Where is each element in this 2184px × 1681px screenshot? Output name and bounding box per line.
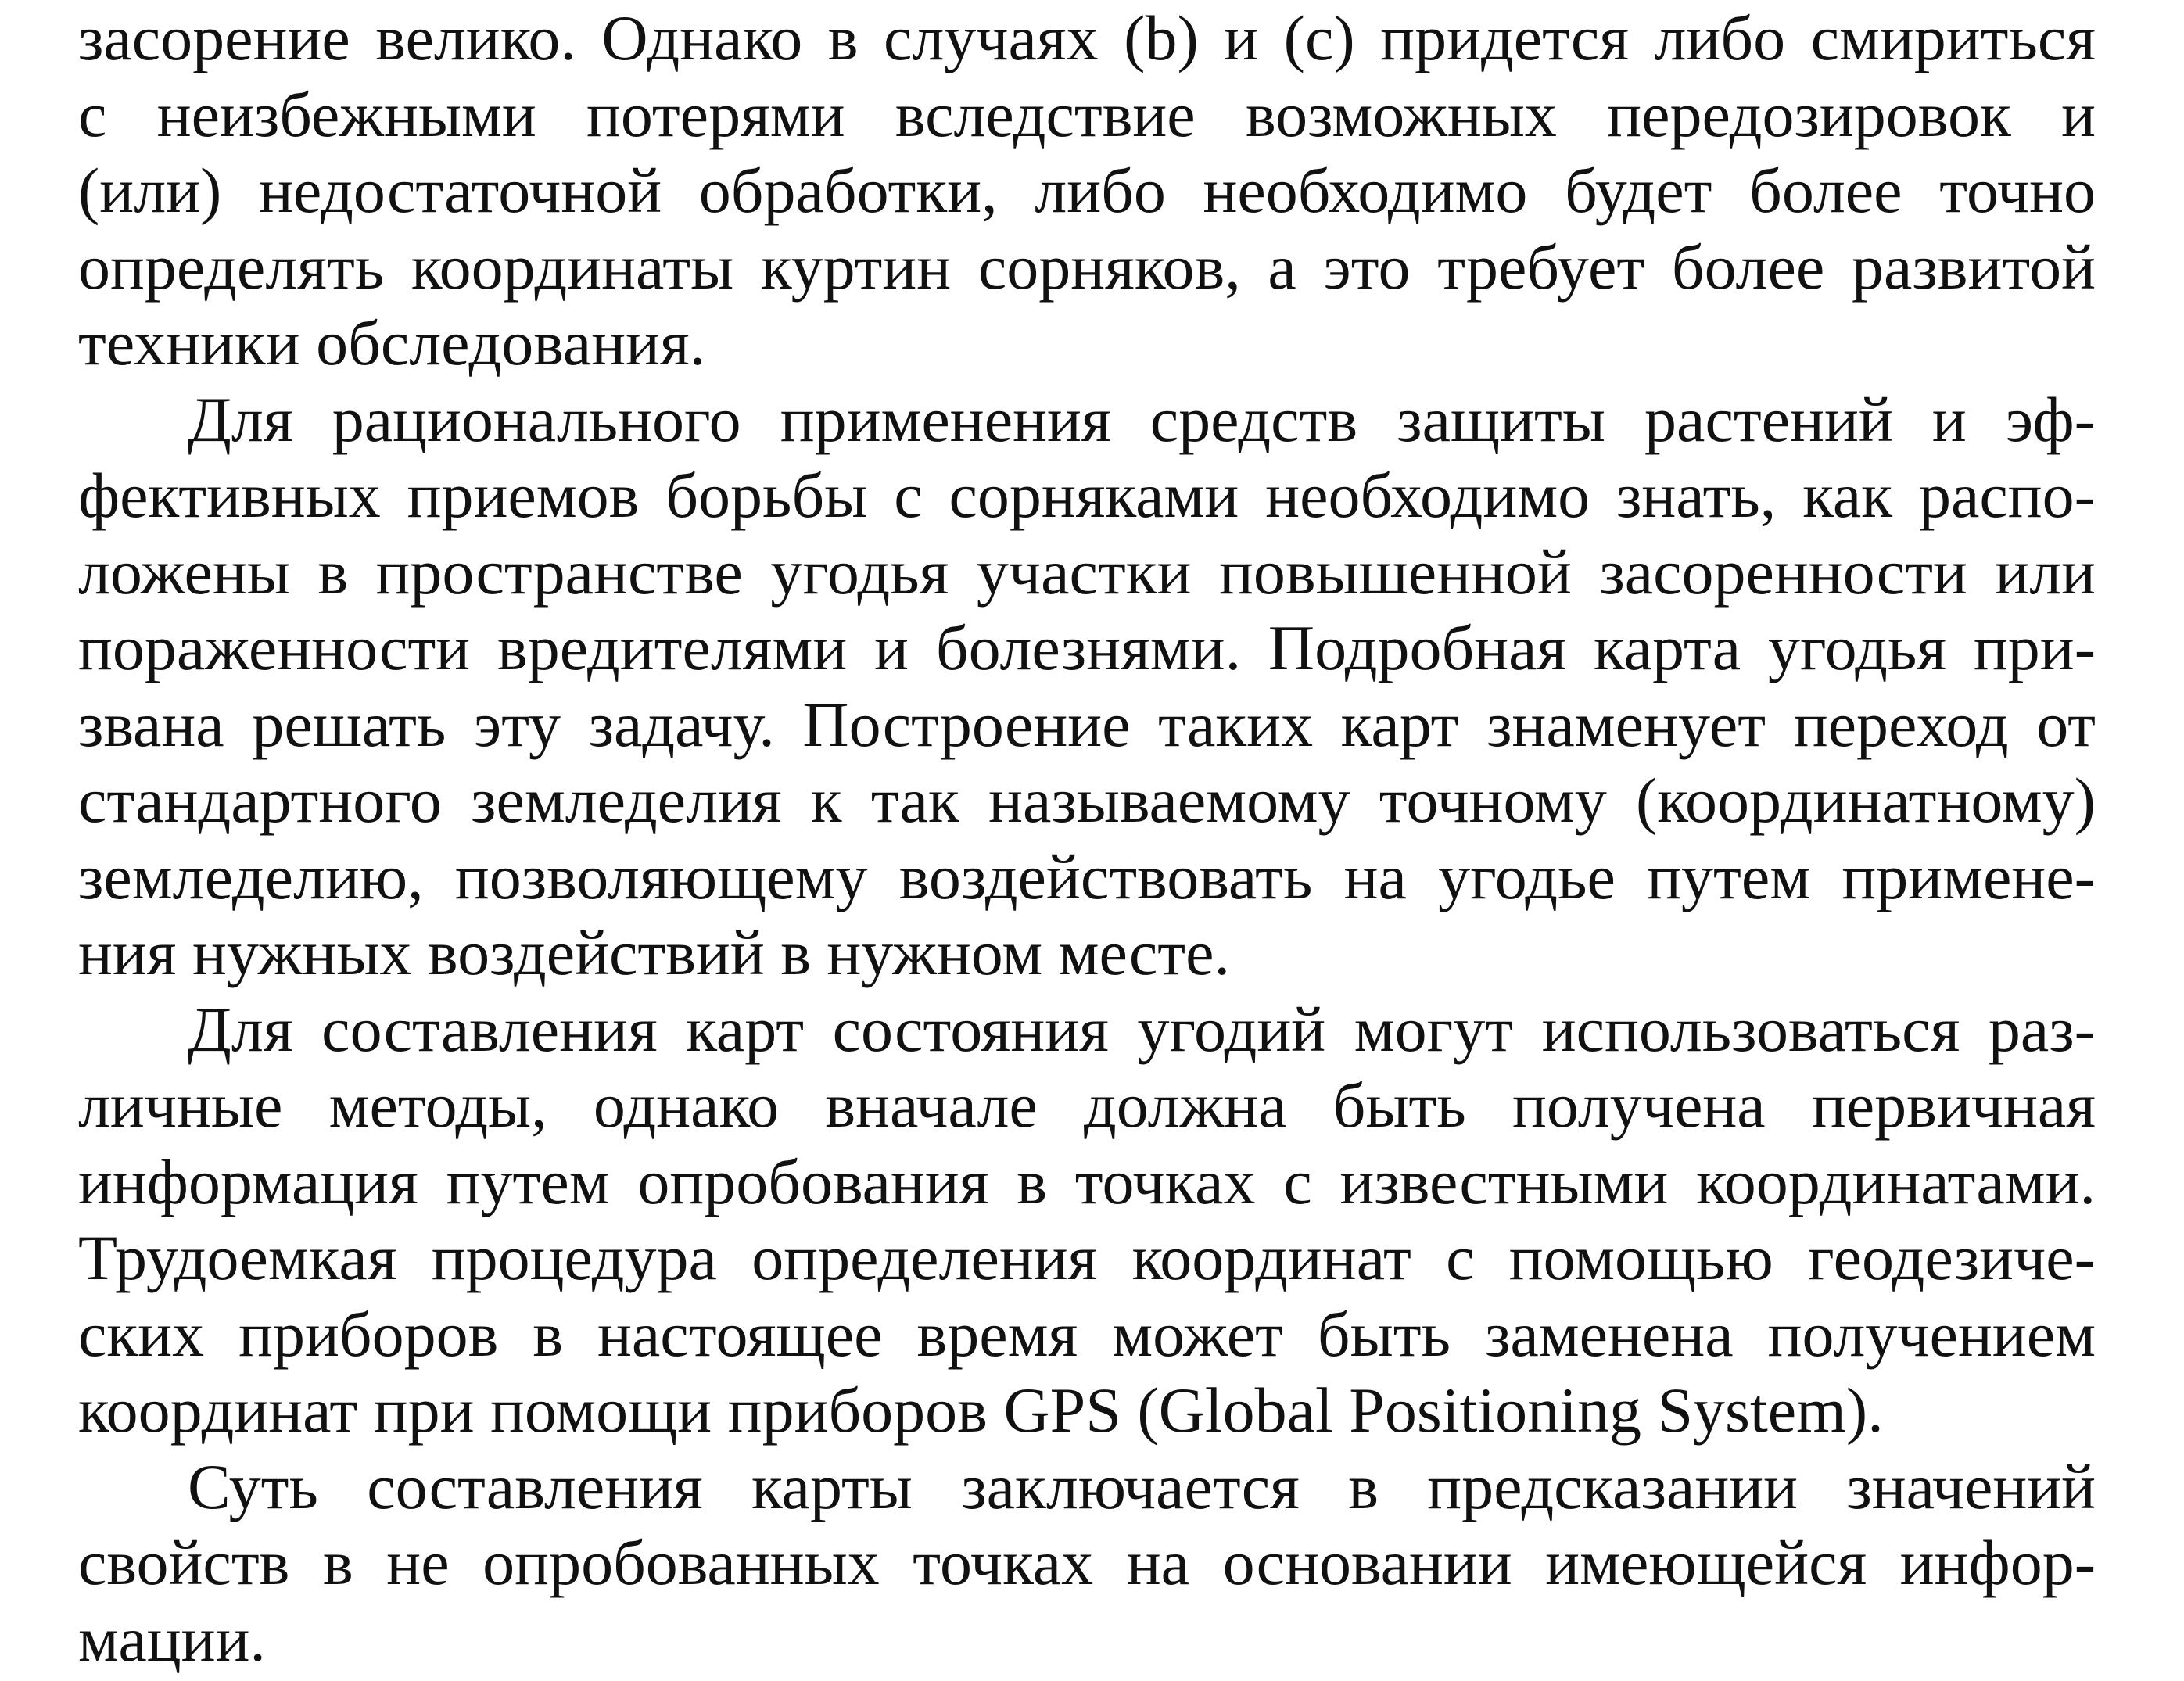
text-line: звана решать эту задачу. Построение таких карт знаменует переход от <box>78 688 2096 760</box>
text-line: техники обследования. <box>78 307 706 378</box>
paragraph-2 <box>78 382 2096 991</box>
document-page <box>78 0 2096 1677</box>
paragraph-3 <box>78 991 2096 1449</box>
text-line: ложены в пространстве угодья участки повышенной засоренности или <box>78 536 2096 608</box>
text-line: координат при помощи приборов GPS (Global Positioning System). <box>78 1375 1884 1446</box>
text-line: Для составления карт состояния угодий могут использоваться раз- <box>188 993 2096 1065</box>
text-line: пораженности вредителями и болезнями. Подробная карта угодья при- <box>78 612 2096 683</box>
text-line: личные методы, однако вначале должна быть получена первичная <box>78 1070 2096 1141</box>
text-line: ских приборов в настоящее время может быть заменена получением <box>78 1298 2096 1370</box>
text-line: ния нужных воздействий в нужном месте. <box>78 917 1231 988</box>
text-line: фективных приемов борьбы с сорняками необходимо знать, как распо- <box>78 460 2096 531</box>
paragraph-4 <box>78 1449 2096 1678</box>
text-line: засорение велико. Однако в случаях (b) и (c) придется либо смириться <box>78 2 2096 73</box>
text-line: земледелию, позволяющему воздействовать на угодье путем примене- <box>78 840 2096 912</box>
text-line: мации. <box>78 1603 266 1675</box>
paragraph-1 <box>78 0 2096 382</box>
text-line: Суть составления карты заключается в предсказании значений <box>188 1450 2096 1522</box>
text-line: (или) недостаточной обработки, либо необходимо будет более точно <box>78 155 2096 226</box>
text-line: Трудоемкая процедура определения координат с помощью геодезиче- <box>78 1222 2096 1293</box>
text-line: информация путем опробования в точках с известными координатами. <box>78 1145 2096 1217</box>
text-line: определять координаты куртин сорняков, а это требует более развитой <box>78 231 2096 303</box>
text-line: Для рационального применения средств защиты растений и эф- <box>188 383 2096 455</box>
text-line: стандартного земледелия к так называемому точному (координатному) <box>78 765 2096 836</box>
text-line: свойств в не опробованных точках на основании имеющейся инфор- <box>78 1527 2096 1598</box>
text-line: с неизбежными потерями вследствие возможных передозировок и <box>78 78 2096 150</box>
